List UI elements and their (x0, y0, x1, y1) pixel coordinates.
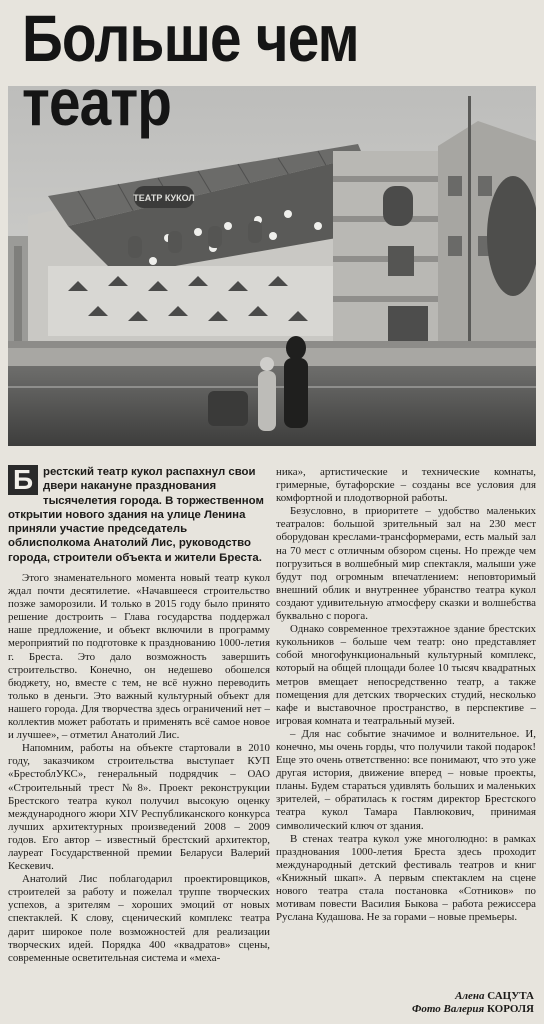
column-2-paragraph: Безусловно, в приоритете – удобство маленьких театралов: большой зрительный зал на 230 мест оборудован креслами-трансформерами, есть малый зал на 70 мест с отличным обзором сцены. Но прежде чем погрузиться в волшебный мир спектакля, малыши уже будут под огромным впечатлением: неповторимый внешний облик и внутреннее убранство театра кукол создают удивительную атмосферу сказки и волшебства буквально с порога. (276, 505, 536, 623)
lead-text: рестский театр кукол распахнул свои двери накануне празднования тысячелетия города. В торжественном открытии нового здания на улице Ленина приняли участие председатель облисполкома Анатолий Лис, руководство города, строители объекта и жители Бреста. (8, 466, 264, 564)
column-2-paragraph: – Для нас событие значимое и волнительное. И, конечно, мы очень горды, что получили такой подарок! Еще это очень ответственно: все понимают, что это уже другая история, движение вперед – новые проекты, планы. Будем стараться удивлять больших и маленьких зрителей, – обратилась к гостям директор Брестского театра кукол Тамара Павлюкович, принимая символический ключ от здания. (276, 727, 536, 832)
headline (22, 1, 359, 139)
byline (412, 990, 534, 1016)
column-2-paragraph: ника», артистические и технические комнаты, гримерные, бутафорские – созданы все условия для комфортной и плодотворной работы. (276, 466, 536, 505)
column-1-paragraph: Анатолий Лис поблагодарил проектировщиков, строителей за работу и пожелал труппе творческих успехов, а зрителям – хороших эмоций от новых спектаклей. К слову, сценический комплекс театра дарит широкое поле возможностей для реализации творческих идей. Порядка 400 «квадратов» сцены, современные осветительная система и «меха- (8, 873, 270, 964)
photographer-last-name: КОРОЛЯ (486, 1003, 534, 1015)
lead-paragraph (8, 465, 266, 565)
headline-line-1: Больше чем (22, 1, 359, 75)
author-first-name: Алена (455, 990, 485, 1002)
column-2 (276, 466, 536, 924)
photo-credit-prefix: Фото Валерия (412, 1003, 485, 1015)
column-1-paragraph: Этого знаменательного момента новый театр кукол ждал почти десятилетие. «Начавшееся строительство позже заморозили. И только в 2015 году было принято решение достроить – Глава государства поддержал наше предложение, и объект включили в программу мероприятий по подготовке к празднованию 1000-летия г. Бреста. Это дало возможность завершить строительство. Конечно, он недешево обошелся бюджету, но, вместе с тем, не всё нужно переводить только в деньги. Это важный культурный объект для нашего города. Для творчества здесь ограничений нет – коллектив может работать и применять всё самое новое и лучшее», – отметил Анатолий Лис. (8, 572, 270, 742)
column-1 (8, 572, 270, 965)
author-credit (412, 990, 534, 1003)
column-1-paragraph: Напомним, работы на объекте стартовали в 2010 году, заказчиком строительства выступает КУП «БрестоблУКС», генеральный подрядчик – ОАО «Строительный трест №8». Проект реконструкции Брестского театра кукол получил высокую оценку международного жюри XIV Республиканского конкурса лучших архитектурных произведений 2008 – 2009 годов. Его автор – известный брестский архитектор, лауреат Государственной премии Беларуси Валерий Кескевич. (8, 742, 270, 873)
column-2-paragraph: В стенах театра кукол уже многолюдно: в рамках празднования 1000-летия Бреста здесь проходит международный детский фестиваль театров и книг «Книжный шкап». А первым спектаклем на сцене нового театра стала постановка «Сотников» по мотивам повести Василия Быкова – работа режиссера Руслана Кудашова. Не за горами – новые премьеры. (276, 832, 536, 924)
column-2-paragraph: Однако современное трехэтажное здание брестских кукольников – больше чем театр: оно представляет собой многофункциональный культурный комплекс, который на общей площади более 10 тысяч квадратных метров вмещает непосредственно театр, а также помещения для детских творческих студий, несколько кафе и выставочное пространство, в перспективе – игровая комната и театральный музей. (276, 623, 536, 727)
photo-credit (412, 1003, 534, 1016)
theatre-photo (8, 86, 536, 446)
drop-cap: Б (8, 465, 38, 495)
author-last-name: САЦУТА (487, 990, 534, 1002)
theatre-sign: ТЕАТР КУКОЛ (133, 193, 195, 203)
headline-line-2: театр (22, 65, 172, 139)
